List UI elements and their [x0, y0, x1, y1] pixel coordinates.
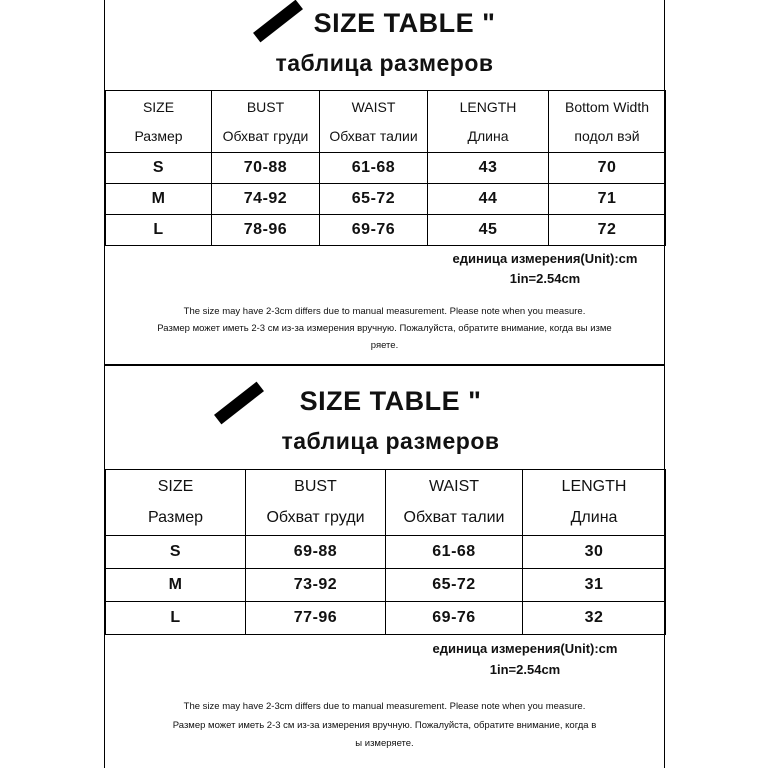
cell-bust: 78-96 — [212, 215, 320, 246]
header-size: SIZE Размер — [106, 91, 212, 153]
title-ru: таблица размеров — [275, 50, 494, 76]
cell-size: M — [106, 569, 246, 602]
unit-line-1: единица измерения(Unit):cm — [432, 641, 618, 656]
table-row — [106, 602, 666, 635]
cell-bottom-width: 70 — [549, 153, 666, 184]
note-ru-1: Размер может иметь 2-3 см из-за измерения вручную. Пожалуйста, обратите внимание, когда в — [172, 720, 597, 731]
unit-line-2: 1in=2.54cm — [509, 271, 581, 286]
cell-length: 43 — [428, 153, 549, 184]
cell-bust: 69-88 — [246, 536, 386, 569]
cell-waist: 61-68 — [320, 153, 428, 184]
unit-line-2: 1in=2.54cm — [489, 662, 561, 677]
header-bust: BUST Обхват груди — [246, 470, 386, 536]
header-waist: WAIST Обхват талии — [386, 470, 523, 536]
cell-size: S — [106, 536, 246, 569]
cell-bust: 70-88 — [212, 153, 320, 184]
title-en: SIZE TABLE " — [299, 386, 482, 416]
table-row — [106, 569, 666, 602]
header-bottom-width: Bottom Width подол вэй — [549, 91, 666, 153]
cell-bust: 73-92 — [246, 569, 386, 602]
cell-bottom-width: 72 — [549, 215, 666, 246]
title-en: SIZE TABLE " — [313, 8, 496, 38]
size-table-top — [104, 0, 665, 365]
cell-waist: 61-68 — [386, 536, 523, 569]
cell-length: 30 — [523, 536, 666, 569]
table-row — [106, 536, 666, 569]
size-table-bottom — [104, 365, 665, 768]
cell-bust: 74-92 — [212, 184, 320, 215]
header-size: SIZE Размер — [106, 470, 246, 536]
cell-waist: 69-76 — [320, 215, 428, 246]
cell-size: L — [106, 215, 212, 246]
table-header-row — [106, 91, 666, 153]
table-row — [106, 153, 666, 184]
table-row — [106, 215, 666, 246]
cell-waist: 65-72 — [320, 184, 428, 215]
header-length: LENGTH Длина — [428, 91, 549, 153]
cell-size: S — [106, 153, 212, 184]
unit-line-1: единица измерения(Unit):cm — [452, 251, 638, 266]
cell-size: M — [106, 184, 212, 215]
note-ru-2: ряете. — [370, 340, 399, 351]
header-bust: BUST Обхват груди — [212, 91, 320, 153]
note-en: The size may have 2-3cm differs due to manual measurement. Please note when you measure. — [183, 306, 586, 317]
title-ru: таблица размеров — [281, 428, 500, 454]
table-header-row — [106, 470, 666, 536]
note-ru-1: Размер может иметь 2-3 см из-за измерения вручную. Пожалуйста, обратите внимание, когда вы изме — [157, 323, 612, 334]
size-table — [105, 469, 666, 635]
cell-waist: 65-72 — [386, 569, 523, 602]
header-length: LENGTH Длина — [523, 470, 666, 536]
cell-length: 31 — [523, 569, 666, 602]
table-row — [106, 184, 666, 215]
note-ru-2: ы измеряете. — [355, 738, 414, 749]
cell-bottom-width: 71 — [549, 184, 666, 215]
cell-waist: 69-76 — [386, 602, 523, 635]
size-table — [105, 90, 666, 246]
cell-length: 45 — [428, 215, 549, 246]
cell-length: 44 — [428, 184, 549, 215]
note-en: The size may have 2-3cm differs due to manual measurement. Please note when you measure. — [183, 701, 586, 712]
cell-size: L — [106, 602, 246, 635]
cell-length: 32 — [523, 602, 666, 635]
header-waist: WAIST Обхват талии — [320, 91, 428, 153]
cell-bust: 77-96 — [246, 602, 386, 635]
